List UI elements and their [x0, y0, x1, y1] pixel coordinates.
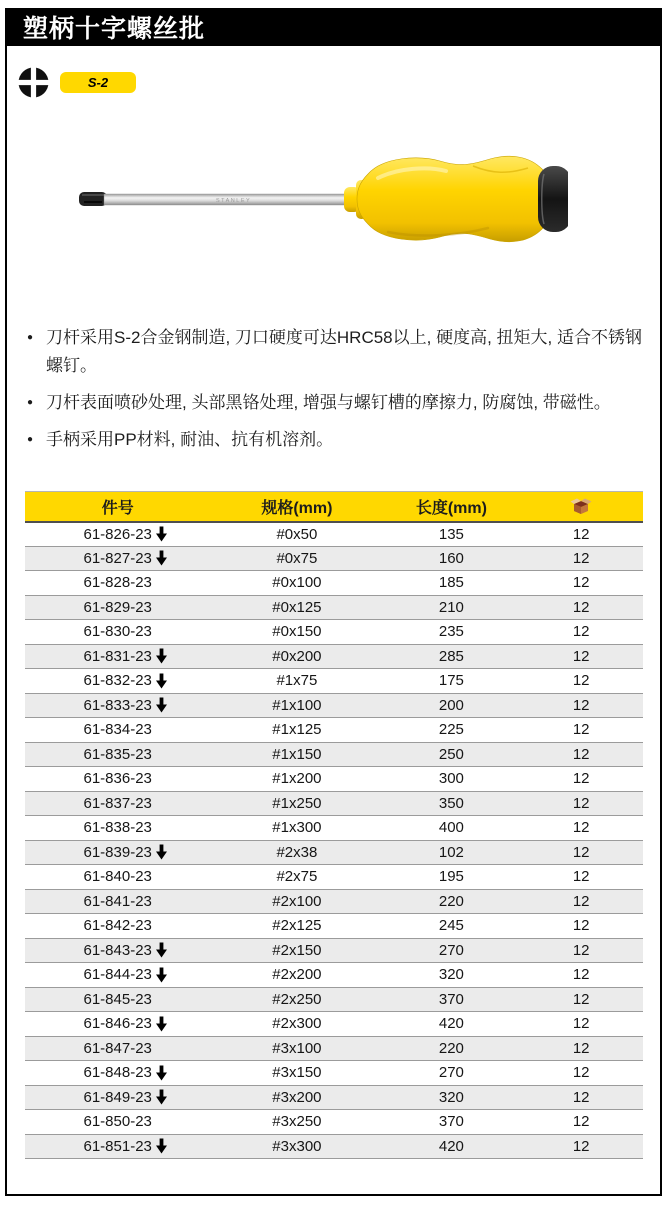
cell-carton-qty: 12	[519, 791, 643, 816]
carton-box-icon	[570, 497, 592, 515]
cell-length: 245	[383, 914, 519, 939]
down-arrow-icon	[156, 1065, 167, 1080]
table-row	[25, 620, 643, 645]
cell-spec: #2x125	[210, 914, 383, 939]
cell-spec: #0x150	[210, 620, 383, 645]
cell-length: 210	[383, 595, 519, 620]
cell-length: 160	[383, 546, 519, 571]
cell-carton-qty: 12	[519, 914, 643, 939]
cell-part-number: 61-836-23	[25, 767, 210, 792]
cell-part-number: 61-837-23	[25, 791, 210, 816]
cell-carton-qty: 12	[519, 1134, 643, 1159]
down-arrow-icon	[156, 845, 167, 860]
content-frame	[5, 8, 662, 1196]
cell-part-number: 61-831-23	[25, 644, 210, 669]
cell-carton-qty: 12	[519, 644, 643, 669]
cell-length: 250	[383, 742, 519, 767]
cell-spec: #2x200	[210, 963, 383, 988]
header-length: 长度(mm)	[383, 492, 519, 522]
cell-length: 225	[383, 718, 519, 743]
feature-item: ● 刀杆采用S-2合金钢制造, 刀口硬度可达HRC58以上, 硬度高, 扭矩大, 适合不锈钢螺钉。	[27, 324, 644, 380]
cell-carton-qty: 12	[519, 1061, 643, 1086]
cell-spec: #2x100	[210, 889, 383, 914]
cell-length: 220	[383, 889, 519, 914]
cell-part-number: 61-835-23	[25, 742, 210, 767]
cell-carton-qty: 12	[519, 963, 643, 988]
cell-part-number: 61-841-23	[25, 889, 210, 914]
table-row	[25, 1110, 643, 1135]
cell-part-number: 61-844-23	[25, 963, 210, 988]
cell-part-number: 61-839-23	[25, 840, 210, 865]
table-row	[25, 718, 643, 743]
table-row	[25, 767, 643, 792]
table-row	[25, 1061, 643, 1086]
cell-length: 185	[383, 571, 519, 596]
cell-carton-qty: 12	[519, 718, 643, 743]
cell-spec: #2x250	[210, 987, 383, 1012]
table-row	[25, 522, 643, 547]
cell-carton-qty: 12	[519, 693, 643, 718]
down-arrow-icon	[156, 1016, 167, 1031]
cell-length: 370	[383, 987, 519, 1012]
cell-carton-qty: 12	[519, 767, 643, 792]
table-row	[25, 987, 643, 1012]
cell-part-number: 61-829-23	[25, 595, 210, 620]
cell-length: 102	[383, 840, 519, 865]
cell-part-number: 61-833-23	[25, 693, 210, 718]
cell-part-number: 61-828-23	[25, 571, 210, 596]
table-row	[25, 865, 643, 890]
spec-table-header-row	[25, 492, 643, 522]
cell-part-number: 61-840-23	[25, 865, 210, 890]
cell-length: 350	[383, 791, 519, 816]
cell-length: 135	[383, 522, 519, 547]
cell-spec: #2x300	[210, 1012, 383, 1037]
table-row	[25, 644, 643, 669]
table-row	[25, 1134, 643, 1159]
cell-part-number: 61-827-23	[25, 546, 210, 571]
cell-length: 285	[383, 644, 519, 669]
cell-length: 270	[383, 1061, 519, 1086]
feature-item: ● 手柄采用PP材料, 耐油、抗有机溶剂。	[27, 426, 644, 454]
cell-length: 320	[383, 963, 519, 988]
cell-part-number: 61-848-23	[25, 1061, 210, 1086]
cell-part-number: 61-842-23	[25, 914, 210, 939]
table-row	[25, 963, 643, 988]
table-row	[25, 914, 643, 939]
header-carton-qty	[519, 492, 643, 522]
cell-length: 200	[383, 693, 519, 718]
cell-part-number: 61-834-23	[25, 718, 210, 743]
cell-length: 320	[383, 1085, 519, 1110]
cell-spec: #2x75	[210, 865, 383, 890]
cell-carton-qty: 12	[519, 938, 643, 963]
cell-part-number: 61-838-23	[25, 816, 210, 841]
cell-spec: #3x300	[210, 1134, 383, 1159]
table-row	[25, 1085, 643, 1110]
cell-carton-qty: 12	[519, 522, 643, 547]
table-row	[25, 595, 643, 620]
table-row	[25, 1036, 643, 1061]
table-row	[25, 669, 643, 694]
cell-part-number: 61-843-23	[25, 938, 210, 963]
cell-length: 195	[383, 865, 519, 890]
cell-spec: #1x150	[210, 742, 383, 767]
cell-part-number: 61-830-23	[25, 620, 210, 645]
cell-spec: #0x100	[210, 571, 383, 596]
page-title: 塑柄十字螺丝批	[23, 15, 206, 43]
table-row	[25, 571, 643, 596]
down-arrow-icon	[156, 698, 167, 713]
header-part-number: 件号	[25, 492, 210, 522]
header-spec: 规格(mm)	[210, 492, 383, 522]
cell-spec: #1x125	[210, 718, 383, 743]
cell-carton-qty: 12	[519, 1036, 643, 1061]
table-row	[25, 546, 643, 571]
cell-length: 220	[383, 1036, 519, 1061]
cell-spec: #0x200	[210, 644, 383, 669]
down-arrow-icon	[156, 649, 167, 664]
table-row	[25, 816, 643, 841]
down-arrow-icon	[156, 943, 167, 958]
cell-carton-qty: 12	[519, 816, 643, 841]
cell-part-number: 61-826-23	[25, 522, 210, 547]
table-row	[25, 840, 643, 865]
table-row	[25, 791, 643, 816]
cell-length: 400	[383, 816, 519, 841]
cell-carton-qty: 12	[519, 1012, 643, 1037]
table-row	[25, 742, 643, 767]
cell-part-number: 61-850-23	[25, 1110, 210, 1135]
cell-carton-qty: 12	[519, 889, 643, 914]
cell-carton-qty: 12	[519, 987, 643, 1012]
cell-part-number: 61-845-23	[25, 987, 210, 1012]
cell-spec: #3x150	[210, 1061, 383, 1086]
cell-length: 370	[383, 1110, 519, 1135]
shaft-brand-text: STANLEY	[216, 198, 252, 204]
cell-spec: #3x250	[210, 1110, 383, 1135]
cell-length: 235	[383, 620, 519, 645]
screwdriver-handle	[344, 156, 568, 242]
steel-grade-label: S-2	[87, 74, 109, 90]
cell-spec: #2x38	[210, 840, 383, 865]
cell-part-number: 61-847-23	[25, 1036, 210, 1061]
steel-grade-badge	[60, 72, 136, 93]
cell-carton-qty: 12	[519, 742, 643, 767]
cell-spec: #0x75	[210, 546, 383, 571]
cell-length: 420	[383, 1134, 519, 1159]
cell-carton-qty: 12	[519, 620, 643, 645]
spec-table	[25, 491, 643, 1159]
down-arrow-icon	[156, 551, 167, 566]
feature-item: ● 刀杆表面喷砂处理, 头部黑铬处理, 增强与螺钉槽的摩擦力, 防腐蚀, 带磁性。	[27, 389, 644, 417]
cell-carton-qty: 12	[519, 1110, 643, 1135]
cell-spec: #1x75	[210, 669, 383, 694]
cell-carton-qty: 12	[519, 1085, 643, 1110]
down-arrow-icon	[156, 967, 167, 982]
cell-spec: #2x150	[210, 938, 383, 963]
screwdriver-tip	[79, 192, 107, 206]
down-arrow-icon	[156, 1139, 167, 1154]
drive-type-row	[18, 66, 660, 98]
cell-carton-qty: 12	[519, 840, 643, 865]
down-arrow-icon	[156, 527, 167, 542]
cell-spec: #1x100	[210, 693, 383, 718]
cell-part-number: 61-832-23	[25, 669, 210, 694]
table-row	[25, 889, 643, 914]
cell-spec: #1x250	[210, 791, 383, 816]
table-row	[25, 693, 643, 718]
cell-carton-qty: 12	[519, 669, 643, 694]
cell-spec: #1x300	[210, 816, 383, 841]
cell-carton-qty: 12	[519, 865, 643, 890]
product-image	[7, 144, 660, 256]
cell-length: 300	[383, 767, 519, 792]
cell-carton-qty: 12	[519, 595, 643, 620]
down-arrow-icon	[156, 673, 167, 688]
cell-part-number: 61-851-23	[25, 1134, 210, 1159]
cell-carton-qty: 12	[519, 571, 643, 596]
cell-part-number: 61-846-23	[25, 1012, 210, 1037]
cell-spec: #0x50	[210, 522, 383, 547]
cell-length: 420	[383, 1012, 519, 1037]
page-title-bar	[7, 8, 660, 46]
cell-carton-qty: 12	[519, 546, 643, 571]
table-row	[25, 1012, 643, 1037]
feature-list	[27, 324, 644, 454]
cell-spec: #1x200	[210, 767, 383, 792]
down-arrow-icon	[156, 1090, 167, 1105]
cell-length: 175	[383, 669, 519, 694]
cell-spec: #3x200	[210, 1085, 383, 1110]
screwdriver-image	[78, 144, 568, 254]
cell-part-number: 61-849-23	[25, 1085, 210, 1110]
cell-length: 270	[383, 938, 519, 963]
table-row	[25, 938, 643, 963]
phillips-cross-icon	[18, 67, 49, 98]
cell-spec: #0x125	[210, 595, 383, 620]
cell-spec: #3x100	[210, 1036, 383, 1061]
